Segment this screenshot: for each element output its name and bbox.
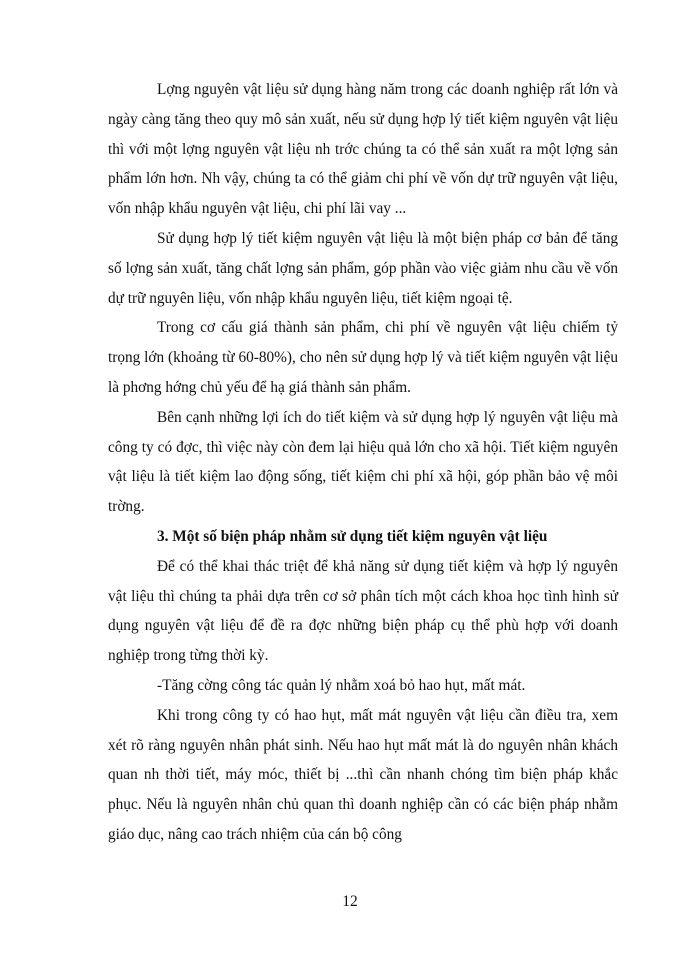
paragraph-rational-use: Sử dụng hợp lý tiết kiệm nguyên vật liệu là một biện pháp cơ bản để tăng số lợng sản xuất, tăng chất lợng sản phẩm, góp phần vào việc giảm nhu cầu về vốn dự trữ nguyên liệu, vốn nhập khẩu nguyên liệu, tiết kiệm ngoại tệ. bbox=[108, 229, 618, 307]
page-number: 12 bbox=[342, 893, 358, 910]
paragraph-cost-structure: Trong cơ cấu giá thành sản phẩm, chi phí về nguyên vật liệu chiếm tỷ trọng lớn (khoảng từ 60-80%), cho nên sử dụng hợp lý và tiết kiệm nguyên vật liệu là phơng hớng chủ yếu để hạ giá thành sản phẩm. bbox=[108, 319, 618, 396]
section-heading: 3. Một số biện pháp nhằm sử dụng tiết kiệm nguyên vật liệu bbox=[157, 527, 548, 545]
paragraph-social-benefits: Bên cạnh những lợi ích do tiết kiệm và sử dụng hợp lý nguyên vật liệu mà công ty có đợc, thì việc này còn đem lại hiệu quả lớn cho xã hội. Tiết kiệm nguyên vật liệu là tiết kiệm lao động sống, tiết kiệm chi phí xã hội, góp phần bảo vệ môi trờng. bbox=[108, 408, 618, 516]
paragraph-material-usage: Lợng nguyên vật liệu sử dụng hàng năm trong các doanh nghiệp rất lớn và ngày càng tăng theo quy mô sản xuất, nếu sử dụng hợp lý tiết kiệm nguyên vật liệu thì với một lợng nguyên vật liệu nh trớc chúng ta có thể sản xuất ra một lợng sản phẩm lớn hơn. Nh vậy, chúng ta có thể giảm chi phí về vốn dự trữ nguyên vật liệu, vốn nhập khẩu nguyên vật liệu, chi phí lãi vay ... bbox=[108, 81, 618, 218]
paragraph-analysis-basis: Để có thể khai thác triệt để khả năng sử dụng tiết kiệm và hợp lý nguyên vật liệu thì chúng ta phải dựa trên cơ sở phân tích một cách khoa học tình hình sử dụng nguyên vật liệu để đề ra đợc những biện pháp cụ thể phù hợp với doanh nghiệp trong từng thời kỳ. bbox=[108, 557, 618, 665]
page-body bbox=[108, 75, 618, 850]
paragraph-loss-investigation: Khi trong công ty có hao hụt, mất mát nguyên vật liệu cần điều tra, xem xét rõ ràng nguyên nhân phát sinh. Nếu hao hụt mất mát là do nguyên nhân khách quan nh thời tiết, máy móc, thiết bị ...thì cần nhanh chóng tìm biện pháp khắc phục. Nếu là nguyên nhân chủ quan thì doanh nghiệp cần có các biện pháp nhằm giáo dục, nâng cao trách nhiệm của cán bộ công bbox=[108, 706, 618, 843]
paragraph-management-item: -Tăng cờng công tác quản lý nhằm xoá bỏ hao hụt, mất mát. bbox=[157, 676, 526, 694]
